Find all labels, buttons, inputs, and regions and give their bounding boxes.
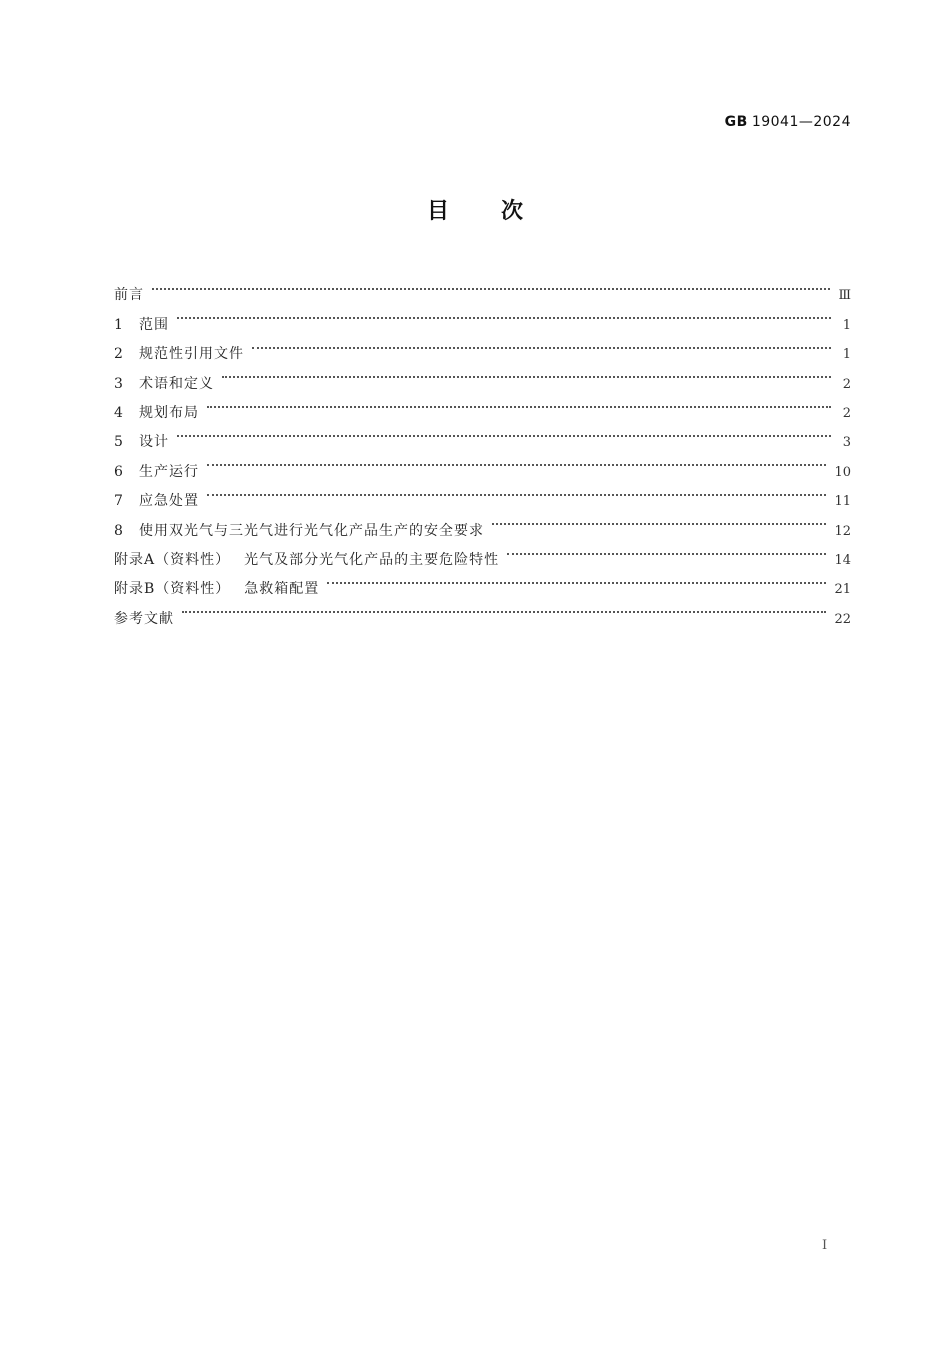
toc-entry-number: 1	[114, 316, 123, 333]
dot-leader	[207, 476, 826, 505]
toc-entry-page: 10	[834, 464, 851, 480]
toc-list	[114, 270, 851, 627]
toc-entry-number: 6	[114, 463, 123, 480]
dot-leader	[207, 388, 831, 417]
appendix-designation: 附录B（资料性）	[114, 581, 231, 598]
footer-page-number: I	[822, 1238, 828, 1253]
toc-entry-7[interactable]	[114, 476, 851, 510]
toc-entry-1[interactable]	[114, 299, 851, 333]
toc-entry-8[interactable]	[114, 505, 851, 539]
toc-entry-page: 14	[834, 552, 851, 568]
toc-entry-label: 参考文献	[114, 610, 174, 627]
toc-entry-label: 使用双光气与三光气进行光气化产品生产的安全要求	[139, 522, 484, 539]
dot-leader	[222, 358, 831, 387]
toc-entry-number: 2	[114, 346, 123, 363]
dot-leader	[492, 505, 826, 534]
toc-entry-page: 12	[834, 523, 851, 539]
toc-entry-page: 1	[842, 347, 851, 363]
toc-entry-6[interactable]	[114, 446, 851, 480]
appendix-title: 急救箱配置	[244, 581, 320, 598]
toc-entry-2[interactable]	[114, 329, 851, 363]
dot-leader	[327, 564, 826, 593]
dot-leader	[252, 329, 831, 358]
toc-entry-number: 4	[114, 404, 123, 421]
toc-title-char: 次	[501, 199, 524, 224]
toc-entry-page: 11	[834, 494, 851, 510]
toc-entry-4[interactable]	[114, 388, 851, 421]
standard-prefix: GB	[724, 114, 748, 130]
toc-entry-page: 3	[842, 435, 851, 451]
toc-entry-number: 5	[114, 434, 123, 451]
toc-entry-page: 2	[842, 376, 851, 392]
toc-entry-label: 术语和定义	[139, 375, 214, 392]
toc-entry-references[interactable]	[114, 593, 851, 627]
toc-entry-page: 1	[842, 317, 851, 333]
toc-entry-label: 规划布局	[139, 404, 199, 421]
toc-entry-number: 8	[114, 522, 123, 539]
dot-leader	[152, 270, 830, 299]
appendix-title: 光气及部分光气化产品的主要危险特性	[244, 551, 500, 568]
toc-entry-page: 21	[834, 582, 851, 598]
toc-entry-3[interactable]	[114, 358, 851, 392]
standard-code: 19041—2024	[751, 114, 851, 130]
dot-leader	[177, 299, 831, 328]
toc-entry-page: 22	[834, 611, 851, 627]
dot-leader	[177, 417, 831, 446]
toc-entry-label: 应急处置	[139, 493, 199, 510]
toc-title-char: 目	[426, 199, 449, 224]
dot-leader	[207, 446, 826, 475]
toc-entry-label: 设计	[139, 434, 169, 451]
toc-entry-page: Ⅲ	[838, 288, 851, 304]
toc-entry-label: 范围	[139, 316, 169, 333]
toc-entry-number: 3	[114, 375, 123, 392]
toc-title	[0, 194, 950, 225]
toc-entry-label: 前言	[114, 287, 144, 304]
dot-leader	[507, 535, 826, 564]
toc-entry-number: 7	[114, 493, 123, 510]
appendix-designation: 附录A（资料性）	[114, 551, 231, 568]
dot-leader	[182, 593, 826, 622]
toc-entry-page: 2	[842, 405, 851, 421]
toc-entry-foreword[interactable]	[114, 270, 851, 304]
toc-entry-label: 规范性引用文件	[139, 346, 244, 363]
standard-number	[725, 114, 851, 130]
toc-entry-label: 生产运行	[139, 463, 199, 480]
toc-entry-5[interactable]	[114, 417, 851, 451]
